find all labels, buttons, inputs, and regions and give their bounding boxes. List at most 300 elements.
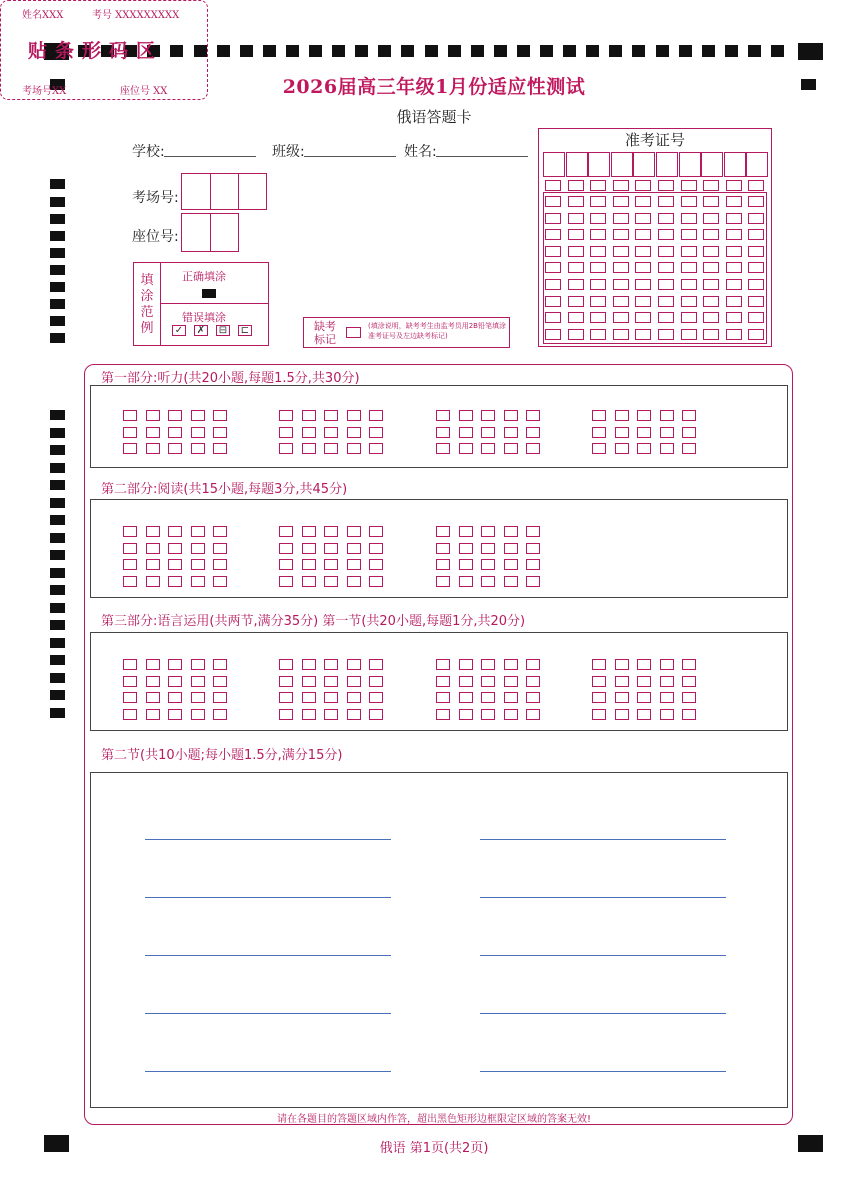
- answer-bubble[interactable]: [347, 427, 361, 438]
- answer-bubble[interactable]: [213, 659, 227, 670]
- fill-in-line[interactable]: [480, 1071, 726, 1072]
- exam-id-bubble[interactable]: [590, 196, 606, 207]
- exam-id-bubble[interactable]: [658, 196, 674, 207]
- exam-id-bubble[interactable]: [590, 180, 606, 191]
- answer-bubble[interactable]: [504, 559, 518, 570]
- fill-in-line[interactable]: [480, 955, 726, 956]
- answer-bubble[interactable]: [637, 709, 651, 720]
- answer-bubble[interactable]: [191, 543, 205, 554]
- exam-id-bubble[interactable]: [681, 312, 697, 323]
- answer-bubble[interactable]: [347, 576, 361, 587]
- answer-bubble[interactable]: [146, 410, 160, 421]
- answer-bubble[interactable]: [481, 427, 495, 438]
- exam-id-bubble[interactable]: [568, 246, 584, 257]
- answer-bubble[interactable]: [213, 526, 227, 537]
- exam-id-bubble[interactable]: [635, 213, 651, 224]
- answer-bubble[interactable]: [347, 526, 361, 537]
- exam-id-bubble[interactable]: [545, 312, 561, 323]
- answer-bubble[interactable]: [168, 427, 182, 438]
- answer-bubble[interactable]: [279, 659, 293, 670]
- exam-id-bubble[interactable]: [703, 213, 719, 224]
- answer-bubble[interactable]: [637, 659, 651, 670]
- exam-id-bubble[interactable]: [748, 329, 764, 340]
- answer-bubble[interactable]: [168, 443, 182, 454]
- answer-bubble[interactable]: [592, 443, 606, 454]
- answer-bubble[interactable]: [481, 443, 495, 454]
- answer-bubble[interactable]: [459, 443, 473, 454]
- exam-id-bubble[interactable]: [748, 180, 764, 191]
- exam-id-bubble[interactable]: [590, 213, 606, 224]
- answer-bubble[interactable]: [302, 692, 316, 703]
- exam-id-bubble[interactable]: [613, 213, 629, 224]
- answer-bubble[interactable]: [191, 410, 205, 421]
- exam-id-bubble[interactable]: [635, 329, 651, 340]
- answer-bubble[interactable]: [682, 676, 696, 687]
- answer-bubble[interactable]: [504, 709, 518, 720]
- answer-bubble[interactable]: [123, 676, 137, 687]
- answer-bubble[interactable]: [213, 692, 227, 703]
- exam-id-digit-box[interactable]: [656, 152, 678, 177]
- exam-id-bubble[interactable]: [681, 329, 697, 340]
- answer-bubble[interactable]: [637, 692, 651, 703]
- answer-bubble[interactable]: [526, 709, 540, 720]
- exam-id-bubble[interactable]: [568, 229, 584, 240]
- exam-id-bubble[interactable]: [545, 262, 561, 273]
- answer-bubble[interactable]: [459, 526, 473, 537]
- answer-bubble[interactable]: [615, 692, 629, 703]
- exam-id-bubble[interactable]: [703, 329, 719, 340]
- absent-mark-bubble[interactable]: [346, 327, 361, 338]
- exam-id-bubble[interactable]: [703, 246, 719, 257]
- exam-id-bubble[interactable]: [590, 262, 606, 273]
- exam-id-bubble[interactable]: [635, 312, 651, 323]
- exam-id-bubble[interactable]: [635, 296, 651, 307]
- answer-bubble[interactable]: [279, 676, 293, 687]
- answer-bubble[interactable]: [682, 443, 696, 454]
- answer-bubble[interactable]: [436, 443, 450, 454]
- answer-bubble[interactable]: [146, 709, 160, 720]
- answer-bubble[interactable]: [347, 543, 361, 554]
- exam-id-bubble[interactable]: [568, 213, 584, 224]
- exam-id-bubble[interactable]: [658, 312, 674, 323]
- answer-bubble[interactable]: [481, 576, 495, 587]
- answer-bubble[interactable]: [526, 576, 540, 587]
- answer-bubble[interactable]: [592, 692, 606, 703]
- exam-id-digit-box[interactable]: [633, 152, 655, 177]
- answer-bubble[interactable]: [481, 692, 495, 703]
- answer-bubble[interactable]: [302, 443, 316, 454]
- exam-id-bubble[interactable]: [568, 180, 584, 191]
- exam-id-bubble[interactable]: [726, 312, 742, 323]
- exam-id-bubble[interactable]: [545, 196, 561, 207]
- answer-bubble[interactable]: [213, 576, 227, 587]
- answer-bubble[interactable]: [347, 709, 361, 720]
- exam-id-bubble[interactable]: [681, 213, 697, 224]
- answer-bubble[interactable]: [168, 676, 182, 687]
- exam-id-bubble[interactable]: [613, 180, 629, 191]
- exam-id-bubble[interactable]: [658, 329, 674, 340]
- answer-bubble[interactable]: [592, 410, 606, 421]
- answer-bubble[interactable]: [637, 427, 651, 438]
- exam-id-bubble[interactable]: [748, 296, 764, 307]
- exam-id-bubble[interactable]: [590, 246, 606, 257]
- answer-bubble[interactable]: [504, 427, 518, 438]
- exam-id-bubble[interactable]: [748, 312, 764, 323]
- answer-bubble[interactable]: [504, 410, 518, 421]
- exam-id-bubble[interactable]: [613, 229, 629, 240]
- exam-id-bubble[interactable]: [568, 279, 584, 290]
- answer-bubble[interactable]: [459, 692, 473, 703]
- exam-id-bubble[interactable]: [726, 196, 742, 207]
- exam-id-bubble[interactable]: [613, 329, 629, 340]
- exam-id-bubble[interactable]: [748, 196, 764, 207]
- exam-id-bubble[interactable]: [545, 229, 561, 240]
- fill-in-line[interactable]: [480, 897, 726, 898]
- answer-bubble[interactable]: [682, 659, 696, 670]
- answer-bubble[interactable]: [146, 443, 160, 454]
- exam-id-bubble[interactable]: [545, 329, 561, 340]
- exam-id-digit-box[interactable]: [588, 152, 610, 177]
- exam-id-bubble[interactable]: [635, 196, 651, 207]
- answer-bubble[interactable]: [302, 659, 316, 670]
- answer-bubble[interactable]: [504, 526, 518, 537]
- exam-id-bubble[interactable]: [681, 229, 697, 240]
- exam-id-bubble[interactable]: [703, 279, 719, 290]
- answer-bubble[interactable]: [191, 427, 205, 438]
- exam-id-bubble[interactable]: [748, 246, 764, 257]
- exam-id-bubble[interactable]: [568, 296, 584, 307]
- answer-bubble[interactable]: [168, 526, 182, 537]
- answer-bubble[interactable]: [436, 410, 450, 421]
- answer-bubble[interactable]: [347, 443, 361, 454]
- exam-id-bubble[interactable]: [635, 246, 651, 257]
- answer-bubble[interactable]: [347, 692, 361, 703]
- answer-bubble[interactable]: [347, 659, 361, 670]
- exam-id-bubble[interactable]: [568, 262, 584, 273]
- exam-id-bubble[interactable]: [613, 312, 629, 323]
- answer-bubble[interactable]: [213, 543, 227, 554]
- answer-bubble[interactable]: [324, 709, 338, 720]
- answer-bubble[interactable]: [682, 427, 696, 438]
- answer-bubble[interactable]: [436, 559, 450, 570]
- answer-bubble[interactable]: [526, 427, 540, 438]
- answer-bubble[interactable]: [146, 543, 160, 554]
- answer-bubble[interactable]: [526, 559, 540, 570]
- exam-id-bubble[interactable]: [590, 296, 606, 307]
- answer-bubble[interactable]: [146, 659, 160, 670]
- answer-bubble[interactable]: [459, 676, 473, 687]
- answer-bubble[interactable]: [436, 526, 450, 537]
- answer-bubble[interactable]: [526, 692, 540, 703]
- exam-id-bubble[interactable]: [613, 296, 629, 307]
- answer-bubble[interactable]: [592, 427, 606, 438]
- exam-id-bubble[interactable]: [613, 279, 629, 290]
- answer-bubble[interactable]: [660, 676, 674, 687]
- exam-id-bubble[interactable]: [748, 213, 764, 224]
- exam-id-bubble[interactable]: [681, 296, 697, 307]
- answer-bubble[interactable]: [637, 410, 651, 421]
- exam-id-bubble[interactable]: [590, 279, 606, 290]
- answer-bubble[interactable]: [660, 427, 674, 438]
- answer-bubble[interactable]: [302, 576, 316, 587]
- exam-id-bubble[interactable]: [568, 196, 584, 207]
- answer-bubble[interactable]: [123, 543, 137, 554]
- answer-bubble[interactable]: [481, 410, 495, 421]
- answer-bubble[interactable]: [168, 659, 182, 670]
- answer-bubble[interactable]: [615, 659, 629, 670]
- exam-id-bubble[interactable]: [726, 279, 742, 290]
- answer-bubble[interactable]: [302, 709, 316, 720]
- answer-bubble[interactable]: [459, 543, 473, 554]
- answer-bubble[interactable]: [504, 576, 518, 587]
- answer-bubble[interactable]: [660, 709, 674, 720]
- answer-bubble[interactable]: [168, 410, 182, 421]
- answer-bubble[interactable]: [682, 709, 696, 720]
- answer-bubble[interactable]: [213, 443, 227, 454]
- room-field[interactable]: [181, 173, 267, 210]
- fill-in-line[interactable]: [145, 839, 391, 840]
- answer-bubble[interactable]: [615, 676, 629, 687]
- answer-bubble[interactable]: [146, 526, 160, 537]
- exam-id-bubble[interactable]: [681, 279, 697, 290]
- fill-in-line[interactable]: [480, 1013, 726, 1014]
- exam-id-bubble[interactable]: [658, 296, 674, 307]
- answer-bubble[interactable]: [459, 427, 473, 438]
- answer-bubble[interactable]: [436, 676, 450, 687]
- exam-id-bubble[interactable]: [658, 279, 674, 290]
- answer-bubble[interactable]: [369, 576, 383, 587]
- answer-bubble[interactable]: [682, 692, 696, 703]
- answer-bubble[interactable]: [324, 543, 338, 554]
- answer-bubble[interactable]: [324, 659, 338, 670]
- answer-bubble[interactable]: [436, 659, 450, 670]
- answer-bubble[interactable]: [592, 709, 606, 720]
- answer-bubble[interactable]: [168, 543, 182, 554]
- exam-id-bubble[interactable]: [726, 296, 742, 307]
- answer-bubble[interactable]: [324, 559, 338, 570]
- exam-id-bubble[interactable]: [613, 196, 629, 207]
- answer-bubble[interactable]: [660, 692, 674, 703]
- exam-id-bubble[interactable]: [545, 180, 561, 191]
- exam-id-bubble[interactable]: [590, 312, 606, 323]
- answer-bubble[interactable]: [504, 676, 518, 687]
- answer-bubble[interactable]: [279, 559, 293, 570]
- answer-bubble[interactable]: [660, 410, 674, 421]
- exam-id-bubble[interactable]: [703, 262, 719, 273]
- class-field[interactable]: [304, 156, 396, 157]
- exam-id-bubble[interactable]: [748, 229, 764, 240]
- answer-bubble[interactable]: [279, 709, 293, 720]
- exam-id-bubble[interactable]: [658, 180, 674, 191]
- exam-id-bubble[interactable]: [703, 180, 719, 191]
- answer-bubble[interactable]: [526, 443, 540, 454]
- answer-bubble[interactable]: [302, 559, 316, 570]
- exam-id-bubble[interactable]: [681, 262, 697, 273]
- answer-bubble[interactable]: [279, 443, 293, 454]
- answer-bubble[interactable]: [481, 543, 495, 554]
- exam-id-bubble[interactable]: [726, 246, 742, 257]
- answer-bubble[interactable]: [191, 526, 205, 537]
- exam-id-bubble[interactable]: [726, 229, 742, 240]
- answer-bubble[interactable]: [279, 526, 293, 537]
- answer-bubble[interactable]: [504, 443, 518, 454]
- exam-id-bubble[interactable]: [658, 213, 674, 224]
- answer-bubble[interactable]: [123, 692, 137, 703]
- exam-id-bubble[interactable]: [726, 213, 742, 224]
- answer-bubble[interactable]: [168, 559, 182, 570]
- answer-bubble[interactable]: [369, 659, 383, 670]
- answer-bubble[interactable]: [279, 576, 293, 587]
- answer-bubble[interactable]: [324, 676, 338, 687]
- answer-bubble[interactable]: [191, 559, 205, 570]
- exam-id-digit-box[interactable]: [724, 152, 746, 177]
- answer-bubble[interactable]: [146, 576, 160, 587]
- exam-id-bubble[interactable]: [635, 180, 651, 191]
- answer-bubble[interactable]: [302, 427, 316, 438]
- answer-bubble[interactable]: [123, 526, 137, 537]
- answer-bubble[interactable]: [504, 543, 518, 554]
- answer-bubble[interactable]: [123, 709, 137, 720]
- exam-id-bubble[interactable]: [658, 246, 674, 257]
- exam-id-bubble[interactable]: [726, 329, 742, 340]
- answer-bubble[interactable]: [526, 410, 540, 421]
- exam-id-bubble[interactable]: [590, 229, 606, 240]
- answer-bubble[interactable]: [526, 526, 540, 537]
- answer-bubble[interactable]: [481, 559, 495, 570]
- answer-bubble[interactable]: [302, 543, 316, 554]
- answer-bubble[interactable]: [615, 410, 629, 421]
- answer-bubble[interactable]: [168, 692, 182, 703]
- exam-id-bubble[interactable]: [726, 262, 742, 273]
- answer-bubble[interactable]: [369, 526, 383, 537]
- exam-id-bubble[interactable]: [568, 329, 584, 340]
- answer-bubble[interactable]: [660, 443, 674, 454]
- answer-bubble[interactable]: [526, 676, 540, 687]
- answer-bubble[interactable]: [123, 559, 137, 570]
- fill-in-line[interactable]: [145, 1071, 391, 1072]
- answer-bubble[interactable]: [191, 659, 205, 670]
- answer-bubble[interactable]: [123, 427, 137, 438]
- answer-bubble[interactable]: [146, 559, 160, 570]
- exam-id-bubble[interactable]: [635, 279, 651, 290]
- answer-bubble[interactable]: [504, 659, 518, 670]
- answer-bubble[interactable]: [526, 659, 540, 670]
- answer-bubble[interactable]: [123, 443, 137, 454]
- answer-bubble[interactable]: [324, 576, 338, 587]
- answer-bubble[interactable]: [324, 692, 338, 703]
- exam-id-bubble[interactable]: [681, 246, 697, 257]
- answer-bubble[interactable]: [146, 676, 160, 687]
- answer-bubble[interactable]: [279, 410, 293, 421]
- answer-bubble[interactable]: [191, 676, 205, 687]
- answer-bubble[interactable]: [481, 676, 495, 687]
- exam-id-bubble[interactable]: [545, 296, 561, 307]
- exam-id-digit-box[interactable]: [543, 152, 565, 177]
- answer-bubble[interactable]: [459, 410, 473, 421]
- answer-bubble[interactable]: [481, 709, 495, 720]
- answer-bubble[interactable]: [347, 559, 361, 570]
- exam-id-bubble[interactable]: [568, 312, 584, 323]
- answer-bubble[interactable]: [347, 676, 361, 687]
- exam-id-digit-box[interactable]: [701, 152, 723, 177]
- answer-bubble[interactable]: [459, 576, 473, 587]
- answer-bubble[interactable]: [436, 543, 450, 554]
- answer-bubble[interactable]: [213, 709, 227, 720]
- answer-bubble[interactable]: [369, 427, 383, 438]
- exam-id-digit-box[interactable]: [746, 152, 768, 177]
- exam-id-bubble[interactable]: [726, 180, 742, 191]
- exam-id-bubble[interactable]: [635, 229, 651, 240]
- answer-bubble[interactable]: [123, 410, 137, 421]
- answer-bubble[interactable]: [459, 709, 473, 720]
- answer-bubble[interactable]: [213, 410, 227, 421]
- exam-id-bubble[interactable]: [681, 196, 697, 207]
- exam-id-bubble[interactable]: [703, 196, 719, 207]
- answer-bubble[interactable]: [369, 543, 383, 554]
- answer-bubble[interactable]: [369, 559, 383, 570]
- answer-bubble[interactable]: [459, 659, 473, 670]
- answer-bubble[interactable]: [324, 443, 338, 454]
- answer-bubble[interactable]: [191, 709, 205, 720]
- exam-id-bubble[interactable]: [545, 213, 561, 224]
- name-field[interactable]: [436, 156, 528, 157]
- exam-id-bubble[interactable]: [613, 262, 629, 273]
- answer-bubble[interactable]: [369, 410, 383, 421]
- answer-bubble[interactable]: [302, 526, 316, 537]
- answer-bubble[interactable]: [369, 709, 383, 720]
- answer-bubble[interactable]: [637, 443, 651, 454]
- fill-in-line[interactable]: [145, 955, 391, 956]
- answer-bubble[interactable]: [302, 410, 316, 421]
- answer-bubble[interactable]: [191, 443, 205, 454]
- answer-bubble[interactable]: [191, 692, 205, 703]
- exam-id-bubble[interactable]: [545, 246, 561, 257]
- exam-id-bubble[interactable]: [545, 279, 561, 290]
- answer-bubble[interactable]: [146, 427, 160, 438]
- answer-bubble[interactable]: [324, 410, 338, 421]
- exam-id-bubble[interactable]: [658, 262, 674, 273]
- answer-bubble[interactable]: [481, 659, 495, 670]
- answer-bubble[interactable]: [279, 427, 293, 438]
- answer-bubble[interactable]: [436, 709, 450, 720]
- answer-bubble[interactable]: [168, 576, 182, 587]
- answer-bubble[interactable]: [369, 676, 383, 687]
- answer-bubble[interactable]: [279, 692, 293, 703]
- answer-bubble[interactable]: [369, 443, 383, 454]
- exam-id-bubble[interactable]: [703, 312, 719, 323]
- exam-id-digit-box[interactable]: [566, 152, 588, 177]
- exam-id-digit-box[interactable]: [611, 152, 633, 177]
- answer-bubble[interactable]: [682, 410, 696, 421]
- school-field[interactable]: [164, 156, 256, 157]
- exam-id-bubble[interactable]: [635, 262, 651, 273]
- fill-in-line[interactable]: [145, 1013, 391, 1014]
- answer-bubble[interactable]: [660, 659, 674, 670]
- exam-id-bubble[interactable]: [703, 296, 719, 307]
- answer-bubble[interactable]: [592, 676, 606, 687]
- seat-field[interactable]: [181, 213, 239, 252]
- exam-id-bubble[interactable]: [748, 279, 764, 290]
- answer-bubble[interactable]: [191, 576, 205, 587]
- exam-id-bubble[interactable]: [748, 262, 764, 273]
- answer-bubble[interactable]: [213, 676, 227, 687]
- answer-bubble[interactable]: [504, 692, 518, 703]
- exam-id-digit-box[interactable]: [679, 152, 701, 177]
- answer-bubble[interactable]: [369, 692, 383, 703]
- answer-bubble[interactable]: [592, 659, 606, 670]
- answer-bubble[interactable]: [324, 427, 338, 438]
- answer-bubble[interactable]: [123, 659, 137, 670]
